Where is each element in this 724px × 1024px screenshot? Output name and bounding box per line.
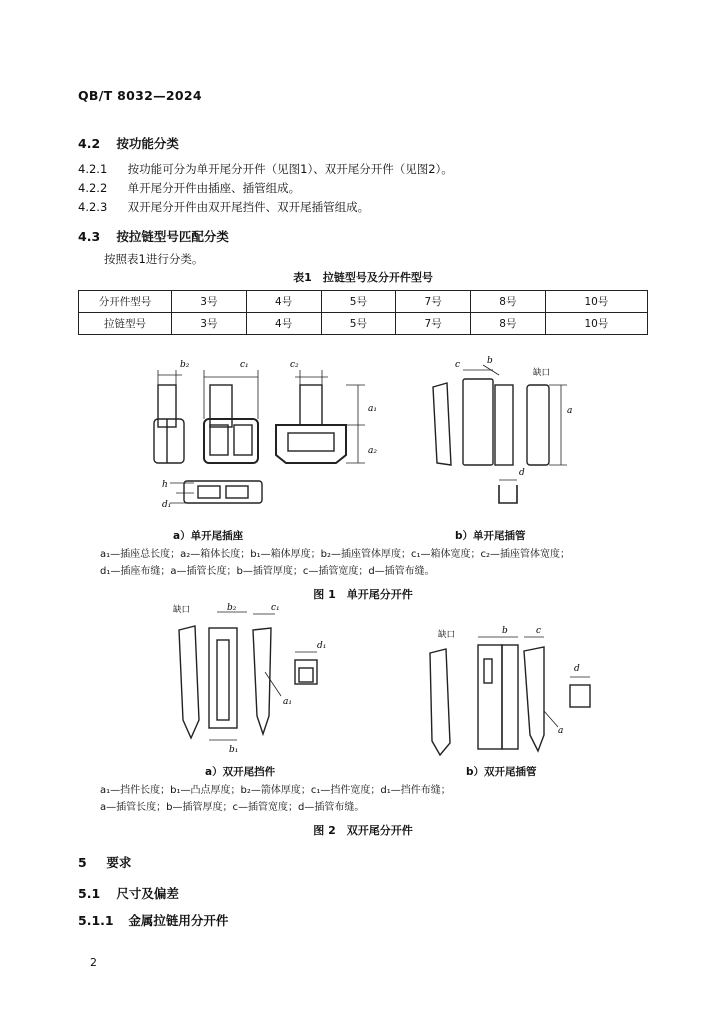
dim-label-c2: c₂ [290, 360, 299, 370]
figure-1-caption: 图 1 单开尾分开件 [313, 588, 413, 601]
figure-2a-caption: a）双开尾挡件 [205, 766, 276, 778]
figure-1b-drawing [425, 355, 585, 515]
dim-label-d: d [574, 664, 580, 674]
figure-1-legend-line-1: a₁—插座总长度；a₂—箱体长度；b₁—箱体厚度；b₂—插座管体厚度；c₁—箱体宽度；c₂—插座管体宽度； [100, 549, 570, 560]
table-cell: 4号 [246, 291, 321, 313]
clause-number: 4.2.3 [78, 200, 108, 214]
dim-label-c: c [455, 360, 461, 370]
dim-label-h: h [162, 480, 168, 490]
section-4-3-text: 按照表1进行分类。 [104, 252, 204, 266]
figure-1a-drawing [150, 355, 380, 520]
dim-label-c1: c₁ [271, 603, 280, 613]
table-cell: 3号 [172, 313, 247, 335]
dim-label-d1: d₁ [317, 641, 327, 651]
figure-2b-caption: b）双开尾插管 [466, 766, 537, 778]
table-cell: 7号 [396, 313, 471, 335]
clause-text: 单开尾分开件由插座、插管组成。 [127, 181, 301, 195]
clause-4-2-3 [78, 199, 369, 215]
section-5-1-1-heading [78, 911, 228, 929]
page-number: 2 [90, 956, 97, 969]
figure-2-caption: 图 2 双开尾分开件 [313, 824, 413, 837]
clause-4-2-2 [78, 180, 300, 196]
clause-4-2-1 [78, 161, 453, 177]
clause-number: 4.2.2 [78, 181, 108, 195]
figure-1-legend-line-2: d₁—插座布缝；a—插管长度；b—插管厚度；c—插管宽度；d—插管布缝。 [100, 566, 435, 577]
section-4-2-heading [78, 134, 179, 152]
notch-label: 缺口 [533, 368, 551, 378]
clause-text: 按功能可分为单开尾分开件（见图1）、双开尾分开件（见图2）。 [127, 162, 453, 176]
table-cell: 5号 [321, 291, 396, 313]
table-cell: 10号 [545, 313, 647, 335]
section-4-3-heading [78, 227, 229, 245]
section-number: 5.1 [78, 886, 101, 901]
dim-label-b2: b₂ [227, 603, 237, 613]
table-cell: 5号 [321, 313, 396, 335]
dim-label-c1: c₁ [240, 360, 249, 370]
figure-2-legend-line-2: a—插管长度；b—插管厚度；c—插管宽度；d—插管布缝。 [100, 802, 365, 813]
section-5-heading [78, 853, 131, 871]
table-row [79, 291, 648, 313]
section-number: 4.2 [78, 136, 101, 151]
table-cell: 3号 [172, 291, 247, 313]
table-cell: 8号 [471, 291, 546, 313]
table-cell: 10号 [545, 291, 647, 313]
section-title: 按功能分类 [116, 136, 179, 151]
table-1 [78, 290, 648, 335]
figure-2b-drawing [420, 615, 600, 765]
dim-label-b: b [487, 356, 493, 366]
figure-2a-drawing [165, 600, 340, 755]
dim-label-a2: a₂ [368, 446, 377, 456]
section-5-1-heading [78, 884, 179, 902]
clause-number: 4.2.1 [78, 162, 108, 176]
notch-label: 缺口 [438, 630, 456, 640]
section-title: 尺寸及偏差 [116, 886, 179, 901]
section-title: 金属拉链用分开件 [128, 913, 229, 928]
table-cell: 分开件型号 [79, 291, 172, 313]
table-row [79, 313, 648, 335]
table-cell: 8号 [471, 313, 546, 335]
table-cell: 拉链型号 [79, 313, 172, 335]
table-cell: 7号 [396, 291, 471, 313]
section-number: 5 [78, 855, 87, 870]
figure-1a-caption: a）单开尾插座 [173, 530, 244, 542]
clause-text: 双开尾分开件由双开尾挡件、双开尾插管组成。 [127, 200, 370, 214]
section-number: 5.1.1 [78, 913, 114, 928]
notch-label: 缺口 [173, 605, 191, 615]
dim-label-d1: d₁ [162, 500, 172, 510]
dim-label-a1: a₁ [368, 404, 377, 414]
table-cell: 4号 [246, 313, 321, 335]
figure-1b-caption: b）单开尾插管 [455, 530, 526, 542]
dim-label-a1: a₁ [283, 697, 292, 707]
dim-label-b1: b₁ [229, 745, 239, 755]
section-title: 按拉链型号匹配分类 [116, 229, 229, 244]
dim-label-a: a [558, 726, 564, 736]
table-caption: 表1 拉链型号及分开件型号 [293, 271, 433, 284]
dim-label-b2: b₂ [180, 360, 190, 370]
figure-2-legend-line-1: a₁—挡件长度；b₁—凸点厚度；b₂—箭体厚度；c₁—挡件宽度；d₁—挡件布缝； [100, 785, 451, 796]
dim-label-b: b [502, 626, 508, 636]
dim-label-c: c [536, 626, 542, 636]
standard-code: QB/T 8032—2024 [78, 88, 202, 103]
section-title: 要求 [106, 855, 132, 870]
section-number: 4.3 [78, 229, 101, 244]
dim-label-d: d [519, 468, 525, 478]
dim-label-a: a [567, 406, 573, 416]
